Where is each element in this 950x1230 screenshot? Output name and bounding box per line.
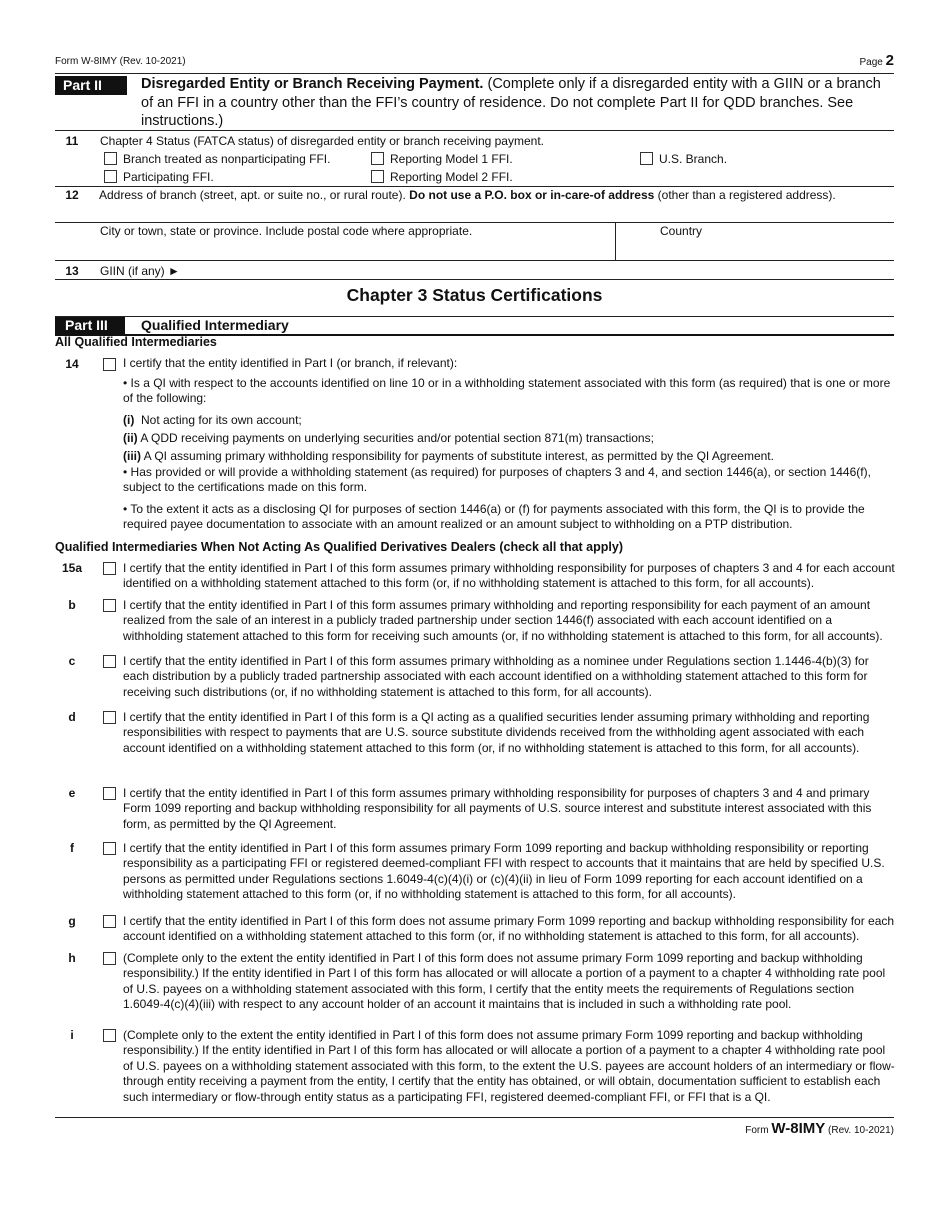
checkbox-15-item[interactable]: [103, 787, 116, 800]
line-number: f: [70, 841, 74, 855]
line-14-bullet: • Is a QI with respect to the accounts identified on line 10 or in a withholding statement associated with this form (as required) that is one or more of the following:: [123, 376, 891, 406]
line-number: 11: [65, 134, 79, 148]
certification-text: I certify that the entity identified in Part I of this form assumes primary withholding responsibility for purposes of chapters 3 and 4 for each account identified on a withholding statement attached to this form (or, if no withholding statement is attached to this form, for all accounts).: [123, 561, 895, 591]
address-warning: Do not use a P.O. box or in-care-of address: [409, 188, 655, 202]
checkbox-14[interactable]: [103, 358, 116, 371]
all-qi-heading: All Qualified Intermediaries: [55, 335, 217, 349]
part-ii-heading: Disregarded Entity or Branch Receiving Payment.: [141, 76, 484, 92]
line-11-label: Chapter 4 Status (FATCA status) of disregarded entity or branch receiving payment.: [100, 134, 544, 148]
checkbox-15-item[interactable]: [103, 655, 116, 668]
country-label: Country: [660, 224, 703, 238]
part-ii-tag: Part II: [55, 76, 127, 95]
giin-field[interactable]: [100, 264, 890, 278]
city-field[interactable]: [100, 224, 615, 260]
country-field[interactable]: [616, 224, 894, 260]
certification-text: I certify that the entity identified in Part I of this form assumes primary withholding and reporting responsibility for each payment of an amount realized from the sale of an interest in a publicly traded partnership under section 1446(f) associated with each account identified on a withholding statement attached to this form for receiving such amounts (or, if no withholding statement is attached to this form, for all accounts).: [123, 598, 883, 643]
checkbox-participating-ffi[interactable]: [104, 170, 214, 184]
line-number: 12: [65, 188, 79, 202]
line-number: e: [68, 786, 76, 800]
certification-text: I certify that the entity identified in Part I of this form is a QI acting as a qualified securities lender assuming primary withholding and reporting responsibilities with respect to payments that are U.S. source substitute dividends received from the withholding agent associated with each account identified on a withholding statement attached to this form (or, if no withholding statement is attached to this form, for all accounts).: [123, 710, 870, 755]
item-tag: (iii): [123, 449, 141, 463]
checkbox-reporting-model-1[interactable]: [371, 152, 513, 166]
footer-rev: (Rev. 10-2021): [828, 1125, 894, 1136]
line-number: 14: [65, 357, 79, 371]
line-number: d: [68, 710, 76, 724]
footer-form-word: Form: [745, 1125, 769, 1136]
line-14-label: I certify that the entity identified in Part I (or branch, if relevant):: [123, 356, 458, 370]
address-note: (other than a registered address).: [654, 188, 836, 202]
footer-form-name: W-8IMY: [771, 1120, 826, 1137]
checkbox-15-item[interactable]: [103, 1029, 116, 1042]
checkbox-15-item[interactable]: [103, 562, 116, 575]
qi-not-qdd-heading: Qualified Intermediaries When Not Acting As Qualified Derivatives Dealers (check all that apply): [55, 540, 623, 554]
line-number: i: [70, 1028, 74, 1042]
branch-address-field[interactable]: [99, 188, 836, 202]
checkbox-15-item[interactable]: [103, 599, 116, 612]
part-iii-tag: Part III: [55, 317, 125, 334]
form-label: Form W-8IMY (Rev. 10-2021): [55, 56, 186, 67]
item-text: Not acting for its own account;: [141, 413, 302, 427]
checkbox-us-branch[interactable]: [640, 152, 727, 166]
item-text: A QDD receiving payments on underlying securities and/or potential section 871(m) transactions;: [140, 431, 654, 445]
footer-form-label: [745, 1120, 894, 1137]
item-tag: (i): [123, 413, 135, 427]
line-number: h: [68, 951, 76, 965]
page-num: 2: [885, 52, 894, 69]
item-text: A QI assuming primary withholding responsibility for payments of substitute interest, as permitted by the QI Agreement.: [143, 449, 774, 463]
part-iii-title: Qualified Intermediary: [141, 317, 289, 333]
certification-text: I certify that the entity identified in Part I of this form assumes primary withholding responsibility for purposes of chapters 3 and 4 and primary Form 1099 reporting and backup withholding responsibility for all payments of U.S. source interest and substitute interest associated with this form, as permitted by the QI Agreement.: [123, 786, 872, 831]
line-number: 15a: [61, 561, 83, 575]
line-number: c: [68, 654, 76, 668]
page-number: [860, 52, 894, 69]
checkbox-branch-nonparticipating[interactable]: [104, 152, 330, 166]
certification-text: I certify that the entity identified in Part I of this form assumes primary Form 1099 reporting and backup withholding responsibility or reporting responsibility as a participating FFI or registered deemed-compliant FFI with respect to accounts that it maintains that are held by specified U.S. persons as permitted under Regulations sections 1.6049-4(c)(4)(i) or (c)(4)(ii) in lieu of Form 1099 reporting for each account identified on a withholding statement attached to this form (or, if no withholding statement is attached to this form, for all accounts).: [123, 841, 885, 902]
certification-text: I certify that the entity identified in Part I of this form assumes primary withholding as a nominee under Regulations section 1.1446-4(b)(3) for each distribution by a publicly traded partnership associated with each account identified on a withholding statement attached to this form for receiving such distributions (or, if no withholding statement is attached to this form, for all accounts).: [123, 654, 869, 699]
line-14-bullet: • To the extent it acts as a disclosing QI for purposes of section 1446(a) or (f) for payments associated with this form, the QI is to provide the required payee documentation to associate with an amount realized or an amount subject to withholding on a PTP distribution.: [123, 502, 865, 532]
line-14-ii: [123, 431, 895, 446]
option-label: Reporting Model 2 FFI.: [390, 170, 513, 184]
part-ii-description: (Complete only if a disregarded entity with a GIIN or a branch of an FFI in a country other than the FFI’s country of residence. Do not complete Part II for QDD branches. See instructions.): [141, 76, 881, 129]
line-14-iii: [123, 449, 895, 464]
checkbox-15-item[interactable]: [103, 952, 116, 965]
giin-label: GIIN (if any) ►: [100, 264, 180, 278]
certification-text: I certify that the entity identified in Part I of this form does not assume primary Form 1099 reporting and backup withholding responsibility for each account identified on a withholding statement attached to this form (or, if no withholding statement is attached to this form, for all accounts).: [123, 914, 895, 944]
line-number: b: [68, 598, 76, 612]
address-label: Address of branch (street, apt. or suite no., or rural route).: [99, 188, 410, 202]
option-label: Reporting Model 1 FFI.: [390, 152, 513, 166]
line-number: g: [68, 914, 76, 928]
city-label: City or town, state or province. Include postal code where appropriate.: [100, 224, 473, 238]
item-tag: (ii): [123, 431, 138, 445]
checkbox-15-item[interactable]: [103, 842, 116, 855]
checkbox-15-item[interactable]: [103, 915, 116, 928]
option-label: U.S. Branch.: [659, 152, 728, 166]
checkbox-reporting-model-2[interactable]: [371, 170, 513, 184]
option-label: Participating FFI.: [123, 170, 214, 184]
chapter3-title: Chapter 3 Status Certifications: [346, 285, 603, 305]
line-number: 13: [65, 264, 79, 278]
certification-text: (Complete only to the extent the entity identified in Part I of this form does not assume primary Form 1099 reporting and backup withholding responsibility.) If the entity identified in Part I of this form has allocated or will allocate a portion of a payment to a chapter 4 withholding rate pool of U.S. payees on a withholding statement associated with this form, I certify that the entity meets the requirements of Regulations section 1.6049-4(c)(4)(iii) with respect to any account holder of an account it maintains that is included in such a withholding rate pool.: [123, 951, 886, 1012]
line-14-bullet: • Has provided or will provide a withholding statement (as required) for purposes of chapters 3 and 4, and section 1446(a), or section 1446(f), subject to the certifications made on this form.: [123, 465, 871, 495]
part-ii-title: [141, 75, 881, 131]
page-label: Page: [859, 57, 883, 68]
certification-text: (Complete only to the extent the entity identified in Part I of this form does not assume primary Form 1099 reporting and backup withholding responsibility.) If the entity identified in Part I of this form has allocated or will allocate a portion of a payment to a chapter 4 withholding rate pool of U.S. payees on a withholding statement associated with this form, to the extent the U.S. payees are account holders of an intermediary or flow-through entity receiving a payment from the entity, I certify that the entity has obtained, or will obtain, documentation sufficient to establish each such intermediary or flow-through entity status as a participating FFI, registered deemed-compliant FFI, or FFI that is a QI.: [123, 1028, 895, 1104]
line-14-i: [123, 413, 895, 428]
checkbox-15-item[interactable]: [103, 711, 116, 724]
option-label: Branch treated as nonparticipating FFI.: [123, 152, 331, 166]
